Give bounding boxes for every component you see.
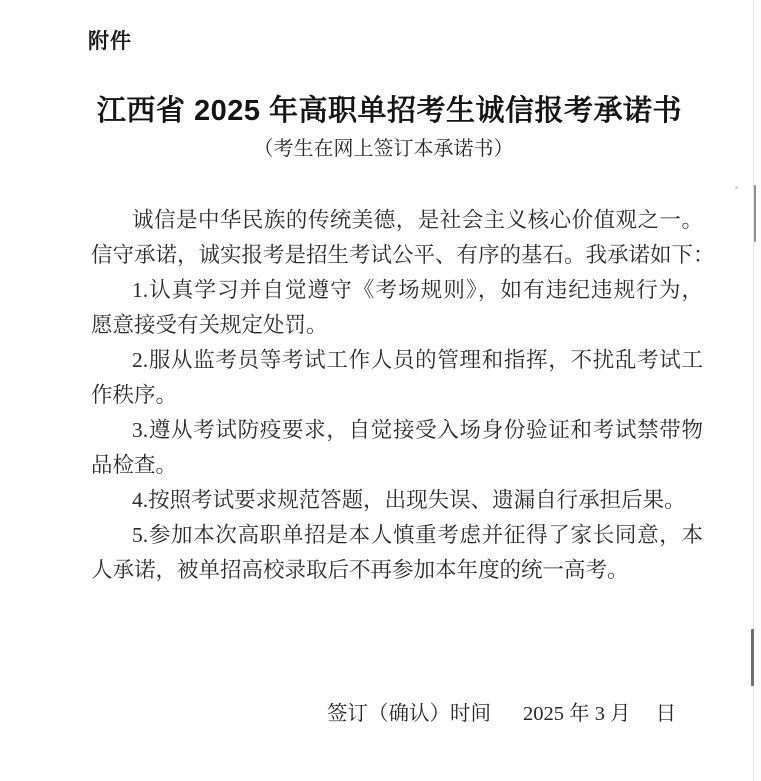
attachment-label: 附件	[88, 30, 132, 53]
body-line: 3.遵从考试防疫要求，自觉接受入场身份验证和考试禁带物	[132, 418, 703, 442]
scan-artifact-mark	[754, 185, 756, 242]
body-paragraph	[91, 518, 703, 588]
body-line: 4.按照考试要求规范答题，出现失误、遗漏自行承担后果。	[132, 488, 686, 512]
body-paragraph	[91, 343, 703, 413]
page-subtitle: （考生在网上签订本承诺书）	[253, 138, 514, 160]
body-line: 1.认真学习并自觉遵守《考场规则》，如有违纪违规行为，	[132, 278, 703, 302]
body-paragraph	[91, 203, 715, 273]
page-title: 江西省 2025 年高职单招考生诚信报考承诺书	[96, 95, 683, 127]
body-line: 信守承诺，诚实报考是招生考试公平、有序的基石。我承诺如下：	[91, 243, 715, 267]
body-paragraph	[91, 413, 703, 483]
body-line: 2.服从监考员等考试工作人员的管理和指挥，不扰乱考试工	[132, 348, 703, 372]
scan-artifact-mark	[751, 629, 754, 686]
body-line: 品检查。	[91, 453, 178, 477]
body-paragraph	[91, 273, 703, 343]
signature-label: 签订（确认）时间	[327, 703, 491, 725]
body-line: 人承诺，被单招高校录取后不再参加本年度的统一高考。	[91, 558, 629, 582]
body-paragraph	[91, 483, 703, 518]
scan-edge-strip	[754, 0, 761, 781]
signature-day-label: 日	[655, 703, 677, 725]
scan-artifact-speck	[735, 186, 738, 189]
body-text	[91, 203, 715, 588]
signature-line	[327, 700, 676, 728]
body-line: 作秩序。	[91, 383, 178, 407]
body-line: 5.参加本次高职单招是本人慎重考虑并征得了家长同意，本	[132, 523, 703, 547]
signature-date: 2025 年 3 月	[523, 703, 631, 725]
body-line: 愿意接受有关规定处罚。	[91, 313, 328, 337]
body-line: 诚信是中华民族的传统美德，是社会主义核心价值观之一。	[132, 208, 703, 232]
